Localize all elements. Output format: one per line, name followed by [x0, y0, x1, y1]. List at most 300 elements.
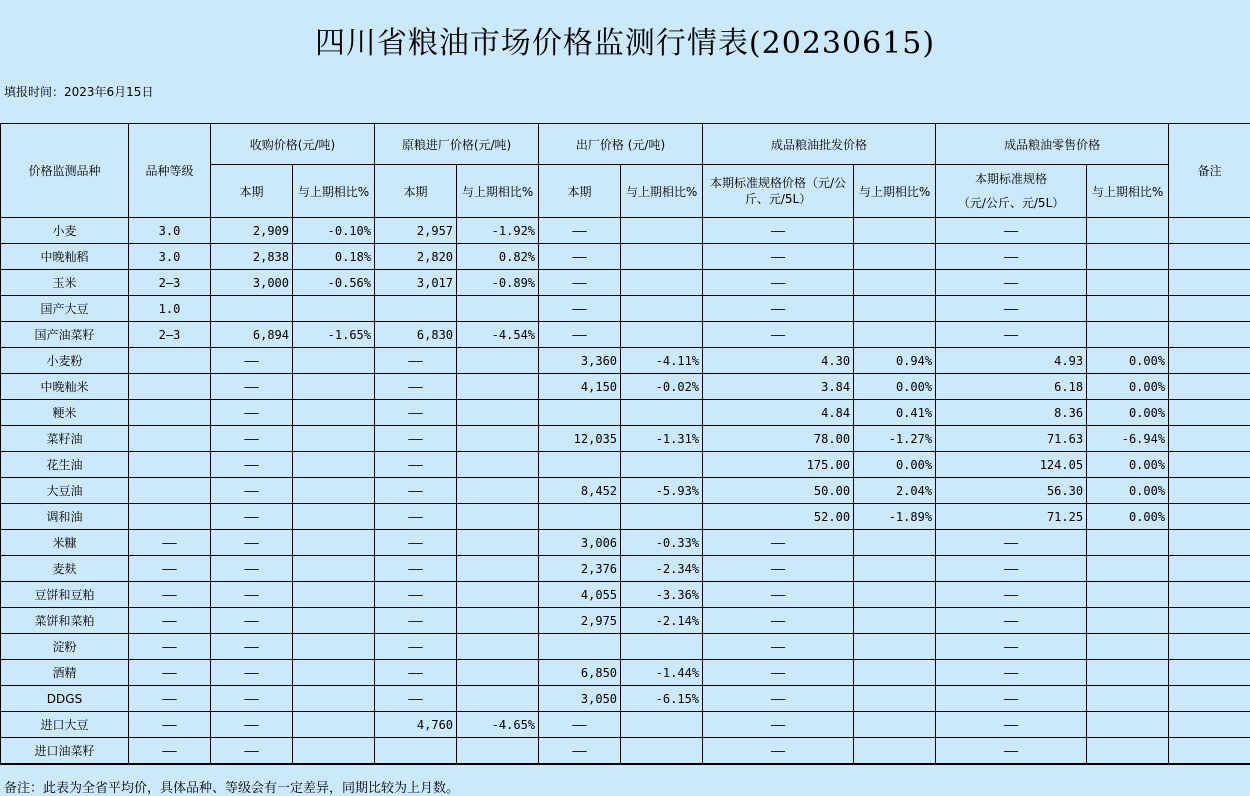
cell-retail-change: 0.00% [1087, 374, 1169, 400]
cell-factory-change: -3.36% [621, 582, 703, 608]
cell-remark [1169, 244, 1250, 270]
cell-arrival-change [457, 530, 539, 556]
cell-retail-current: 71.25 [936, 504, 1087, 530]
cell-factory-current: 3,006 [539, 530, 621, 556]
table-row [1, 270, 1250, 296]
cell-wholesale-change [854, 556, 936, 582]
cell-factory-change: -4.11% [621, 348, 703, 374]
header-current: 本期 [375, 165, 457, 218]
cell-factory-current: 12,035 [539, 426, 621, 452]
cell-grade: —— [129, 634, 211, 660]
table-row [1, 452, 1250, 478]
cell-purchase-current: —— [211, 556, 293, 582]
footnote: 备注：此表为全省平均价，具体品种、等级会有一定差异，同期比较为上月数。 [4, 777, 459, 796]
cell-product-name: 粳米 [1, 400, 129, 426]
header-wholesale-current: 本期标准规格价格（元/公斤、元/5L） [703, 165, 854, 218]
cell-wholesale-current: —— [703, 218, 854, 244]
cell-remark [1169, 608, 1250, 634]
cell-factory-change [621, 400, 703, 426]
cell-grade: 3.0 [129, 244, 211, 270]
cell-grade: —— [129, 582, 211, 608]
cell-retail-current: —— [936, 738, 1087, 765]
header-grade: 品种等级 [129, 124, 211, 218]
cell-factory-current: —— [539, 218, 621, 244]
cell-remark [1169, 686, 1250, 712]
cell-purchase-change [293, 582, 375, 608]
cell-arrival-current: 6,830 [375, 322, 457, 348]
cell-purchase-current: —— [211, 712, 293, 738]
cell-retail-current: —— [936, 660, 1087, 686]
cell-retail-change [1087, 660, 1169, 686]
cell-wholesale-current: —— [703, 270, 854, 296]
cell-purchase-current: 3,000 [211, 270, 293, 296]
cell-retail-current: —— [936, 244, 1087, 270]
cell-factory-change [621, 270, 703, 296]
table-body [1, 218, 1250, 765]
header-remark: 备注 [1169, 124, 1250, 218]
cell-retail-current: —— [936, 530, 1087, 556]
table-row [1, 374, 1250, 400]
cell-remark [1169, 478, 1250, 504]
cell-grade: —— [129, 608, 211, 634]
cell-grade: —— [129, 712, 211, 738]
cell-factory-current: —— [539, 244, 621, 270]
cell-factory-current [539, 634, 621, 660]
cell-wholesale-current: —— [703, 296, 854, 322]
cell-factory-change: -1.44% [621, 660, 703, 686]
cell-retail-change [1087, 218, 1169, 244]
cell-factory-change [621, 244, 703, 270]
cell-arrival-current: —— [375, 504, 457, 530]
cell-retail-current: 4.93 [936, 348, 1087, 374]
cell-factory-change [621, 634, 703, 660]
cell-arrival-current [375, 296, 457, 322]
cell-purchase-current [211, 296, 293, 322]
table-row [1, 296, 1250, 322]
table-row [1, 738, 1250, 765]
cell-remark [1169, 322, 1250, 348]
table-row [1, 712, 1250, 738]
cell-remark [1169, 582, 1250, 608]
cell-factory-change: -2.34% [621, 556, 703, 582]
cell-retail-current: 6.18 [936, 374, 1087, 400]
cell-wholesale-current: 3.84 [703, 374, 854, 400]
table-row [1, 608, 1250, 634]
cell-product-name: 中晚籼米 [1, 374, 129, 400]
cell-purchase-current: —— [211, 660, 293, 686]
cell-product-name: 菜籽油 [1, 426, 129, 452]
header-change: 与上期相比% [457, 165, 539, 218]
cell-retail-current: 8.36 [936, 400, 1087, 426]
cell-remark [1169, 426, 1250, 452]
cell-purchase-change [293, 452, 375, 478]
cell-factory-current: 3,050 [539, 686, 621, 712]
cell-factory-current: —— [539, 296, 621, 322]
cell-arrival-change [457, 660, 539, 686]
cell-wholesale-change [854, 634, 936, 660]
cell-retail-change [1087, 738, 1169, 765]
cell-arrival-change [457, 686, 539, 712]
cell-remark [1169, 218, 1250, 244]
cell-arrival-change [457, 374, 539, 400]
cell-wholesale-current: 4.84 [703, 400, 854, 426]
cell-grade [129, 348, 211, 374]
cell-factory-current: 2,975 [539, 608, 621, 634]
cell-purchase-change [293, 634, 375, 660]
cell-purchase-change: -1.65% [293, 322, 375, 348]
cell-remark [1169, 452, 1250, 478]
cell-arrival-change [457, 582, 539, 608]
cell-purchase-change [293, 712, 375, 738]
cell-wholesale-current: —— [703, 530, 854, 556]
cell-retail-current: —— [936, 270, 1087, 296]
cell-grade [129, 400, 211, 426]
header-retail-current [936, 165, 1087, 218]
cell-wholesale-current: —— [703, 712, 854, 738]
cell-arrival-change: -4.65% [457, 712, 539, 738]
cell-arrival-change [457, 348, 539, 374]
cell-retail-change [1087, 270, 1169, 296]
cell-wholesale-current: 78.00 [703, 426, 854, 452]
cell-retail-current: —— [936, 634, 1087, 660]
table-row [1, 556, 1250, 582]
cell-wholesale-change [854, 608, 936, 634]
header-row-1 [1, 124, 1250, 165]
cell-factory-change: -5.93% [621, 478, 703, 504]
header-retail-current-line2: （元/公斤、元/5L） [939, 195, 1083, 211]
cell-wholesale-change [854, 270, 936, 296]
cell-factory-current: 6,850 [539, 660, 621, 686]
header-change: 与上期相比% [1087, 165, 1169, 218]
cell-remark [1169, 270, 1250, 296]
cell-factory-current: —— [539, 712, 621, 738]
cell-arrival-change: -4.54% [457, 322, 539, 348]
cell-retail-change [1087, 244, 1169, 270]
cell-product-name: 花生油 [1, 452, 129, 478]
cell-remark [1169, 348, 1250, 374]
cell-wholesale-change [854, 686, 936, 712]
cell-factory-current [539, 452, 621, 478]
cell-wholesale-current: 50.00 [703, 478, 854, 504]
cell-purchase-change [293, 374, 375, 400]
cell-purchase-change [293, 504, 375, 530]
cell-purchase-current: 2,838 [211, 244, 293, 270]
cell-remark [1169, 296, 1250, 322]
cell-wholesale-change [854, 530, 936, 556]
cell-wholesale-current: —— [703, 634, 854, 660]
cell-remark [1169, 738, 1250, 765]
cell-retail-change: 0.00% [1087, 452, 1169, 478]
cell-wholesale-change: 2.04% [854, 478, 936, 504]
cell-arrival-current [375, 738, 457, 765]
cell-remark [1169, 712, 1250, 738]
cell-purchase-change: 0.18% [293, 244, 375, 270]
cell-arrival-current: —— [375, 660, 457, 686]
cell-purchase-current: —— [211, 426, 293, 452]
cell-product-name: 菜饼和菜粕 [1, 608, 129, 634]
cell-factory-change [621, 218, 703, 244]
cell-retail-current: —— [936, 686, 1087, 712]
cell-arrival-change [457, 478, 539, 504]
cell-grade [129, 374, 211, 400]
cell-wholesale-change [854, 712, 936, 738]
cell-factory-change [621, 452, 703, 478]
cell-purchase-current: —— [211, 374, 293, 400]
cell-product-name: 小麦 [1, 218, 129, 244]
cell-arrival-current: 2,957 [375, 218, 457, 244]
table-row [1, 244, 1250, 270]
cell-wholesale-change [854, 582, 936, 608]
cell-retail-change: 0.00% [1087, 348, 1169, 374]
cell-arrival-current: —— [375, 400, 457, 426]
cell-arrival-current: —— [375, 348, 457, 374]
header-current: 本期 [211, 165, 293, 218]
cell-factory-change: -0.02% [621, 374, 703, 400]
cell-factory-current: —— [539, 322, 621, 348]
header-change: 与上期相比% [854, 165, 936, 218]
cell-purchase-current: —— [211, 738, 293, 765]
cell-purchase-current: —— [211, 686, 293, 712]
cell-purchase-current: —— [211, 400, 293, 426]
cell-retail-change [1087, 322, 1169, 348]
table-row [1, 400, 1250, 426]
cell-arrival-change [457, 634, 539, 660]
cell-purchase-change [293, 478, 375, 504]
cell-retail-current: 56.30 [936, 478, 1087, 504]
cell-purchase-change: -0.10% [293, 218, 375, 244]
cell-wholesale-current: —— [703, 322, 854, 348]
cell-factory-change [621, 296, 703, 322]
cell-remark [1169, 504, 1250, 530]
cell-arrival-change [457, 426, 539, 452]
cell-purchase-change [293, 686, 375, 712]
cell-arrival-current: —— [375, 608, 457, 634]
cell-remark [1169, 634, 1250, 660]
cell-retail-change: -6.94% [1087, 426, 1169, 452]
cell-purchase-current: —— [211, 478, 293, 504]
header-factory: 出厂价格 (元/吨) [539, 124, 703, 165]
cell-arrival-change [457, 556, 539, 582]
header-current: 本期 [539, 165, 621, 218]
cell-wholesale-current: —— [703, 608, 854, 634]
cell-grade [129, 426, 211, 452]
cell-wholesale-change [854, 244, 936, 270]
cell-retail-current: 71.63 [936, 426, 1087, 452]
cell-factory-change: -1.31% [621, 426, 703, 452]
cell-remark [1169, 400, 1250, 426]
cell-retail-change [1087, 556, 1169, 582]
table-row [1, 582, 1250, 608]
cell-wholesale-current: —— [703, 686, 854, 712]
cell-arrival-change: 0.82% [457, 244, 539, 270]
cell-product-name: 小麦粉 [1, 348, 129, 374]
header-retail: 成品粮油零售价格 [936, 124, 1169, 165]
cell-arrival-change: -1.92% [457, 218, 539, 244]
cell-retail-change [1087, 608, 1169, 634]
cell-wholesale-change [854, 218, 936, 244]
cell-wholesale-change [854, 738, 936, 765]
cell-wholesale-change [854, 660, 936, 686]
cell-arrival-current: —— [375, 556, 457, 582]
cell-product-name: 麦麸 [1, 556, 129, 582]
cell-wholesale-current: —— [703, 582, 854, 608]
cell-purchase-change: -0.56% [293, 270, 375, 296]
cell-retail-current: 124.05 [936, 452, 1087, 478]
cell-product-name: 中晚籼稻 [1, 244, 129, 270]
cell-wholesale-change: -1.89% [854, 504, 936, 530]
cell-wholesale-current: 175.00 [703, 452, 854, 478]
cell-product-name: 豆饼和豆粕 [1, 582, 129, 608]
cell-wholesale-change: 0.41% [854, 400, 936, 426]
cell-wholesale-change: 0.00% [854, 452, 936, 478]
cell-retail-change [1087, 712, 1169, 738]
cell-arrival-current: —— [375, 452, 457, 478]
cell-factory-current: 8,452 [539, 478, 621, 504]
cell-product-name: 进口油菜籽 [1, 738, 129, 765]
cell-arrival-current: —— [375, 426, 457, 452]
table-row [1, 504, 1250, 530]
cell-purchase-change [293, 348, 375, 374]
cell-product-name: 国产油菜籽 [1, 322, 129, 348]
cell-wholesale-current: 4.30 [703, 348, 854, 374]
table-row [1, 530, 1250, 556]
cell-purchase-current: —— [211, 530, 293, 556]
table-row [1, 686, 1250, 712]
fill-date: 填报时间：2023年6月15日 [4, 83, 153, 100]
header-retail-current-line1: 本期标准规格 [939, 171, 1083, 187]
cell-remark [1169, 530, 1250, 556]
cell-retail-change [1087, 582, 1169, 608]
cell-purchase-change [293, 738, 375, 765]
cell-arrival-current: 3,017 [375, 270, 457, 296]
cell-arrival-current: —— [375, 374, 457, 400]
table-row [1, 322, 1250, 348]
cell-arrival-current: —— [375, 634, 457, 660]
cell-grade: 3.0 [129, 218, 211, 244]
cell-grade: —— [129, 556, 211, 582]
cell-arrival-current: —— [375, 530, 457, 556]
cell-purchase-current: 6,894 [211, 322, 293, 348]
cell-factory-current: 4,055 [539, 582, 621, 608]
cell-factory-current: —— [539, 270, 621, 296]
cell-wholesale-current: —— [703, 556, 854, 582]
cell-purchase-change [293, 660, 375, 686]
cell-arrival-change: -0.89% [457, 270, 539, 296]
cell-arrival-change [457, 738, 539, 765]
cell-wholesale-change: 0.94% [854, 348, 936, 374]
cell-product-name: 调和油 [1, 504, 129, 530]
cell-factory-change: -2.14% [621, 608, 703, 634]
cell-purchase-current: 2,909 [211, 218, 293, 244]
cell-grade: 1.0 [129, 296, 211, 322]
table-row [1, 634, 1250, 660]
cell-product-name: 玉米 [1, 270, 129, 296]
cell-purchase-current: —— [211, 634, 293, 660]
cell-grade: 2—3 [129, 322, 211, 348]
table-row [1, 218, 1250, 244]
cell-purchase-change [293, 530, 375, 556]
cell-factory-change [621, 322, 703, 348]
header-change: 与上期相比% [621, 165, 703, 218]
cell-purchase-current: —— [211, 452, 293, 478]
cell-purchase-current: —— [211, 582, 293, 608]
cell-retail-current: —— [936, 608, 1087, 634]
cell-factory-change: -6.15% [621, 686, 703, 712]
cell-grade: 2—3 [129, 270, 211, 296]
cell-retail-change: 0.00% [1087, 504, 1169, 530]
cell-wholesale-current: —— [703, 244, 854, 270]
cell-grade: —— [129, 738, 211, 765]
cell-wholesale-change: -1.27% [854, 426, 936, 452]
cell-purchase-change [293, 608, 375, 634]
cell-purchase-current: —— [211, 504, 293, 530]
cell-retail-current: —— [936, 582, 1087, 608]
cell-wholesale-current: —— [703, 660, 854, 686]
cell-retail-current: —— [936, 218, 1087, 244]
cell-remark [1169, 660, 1250, 686]
header-purchase: 收购价格(元/吨) [211, 124, 375, 165]
cell-product-name: 淀粉 [1, 634, 129, 660]
cell-wholesale-current: —— [703, 738, 854, 765]
cell-purchase-current: —— [211, 348, 293, 374]
cell-arrival-change [457, 296, 539, 322]
cell-product-name: 进口大豆 [1, 712, 129, 738]
cell-remark [1169, 556, 1250, 582]
cell-factory-current: 4,150 [539, 374, 621, 400]
cell-wholesale-current: 52.00 [703, 504, 854, 530]
cell-arrival-current: —— [375, 686, 457, 712]
cell-arrival-change [457, 504, 539, 530]
cell-retail-change [1087, 686, 1169, 712]
cell-retail-current: —— [936, 322, 1087, 348]
cell-factory-change: -0.33% [621, 530, 703, 556]
cell-wholesale-change [854, 296, 936, 322]
price-table [0, 123, 1250, 765]
cell-factory-change [621, 738, 703, 765]
header-product: 价格监测品种 [1, 124, 129, 218]
cell-retail-change: 0.00% [1087, 478, 1169, 504]
cell-retail-change [1087, 634, 1169, 660]
cell-grade [129, 478, 211, 504]
cell-product-name: 国产大豆 [1, 296, 129, 322]
cell-factory-current: 3,360 [539, 348, 621, 374]
cell-arrival-current: 4,760 [375, 712, 457, 738]
cell-grade: —— [129, 530, 211, 556]
page-title: 四川省粮油市场价格监测行情表(20230615) [0, 18, 1250, 62]
cell-factory-current [539, 504, 621, 530]
cell-factory-current: 2,376 [539, 556, 621, 582]
cell-arrival-current: 2,820 [375, 244, 457, 270]
cell-retail-change: 0.00% [1087, 400, 1169, 426]
cell-retail-current: —— [936, 556, 1087, 582]
cell-wholesale-change [854, 322, 936, 348]
cell-purchase-current: —— [211, 608, 293, 634]
cell-product-name: 大豆油 [1, 478, 129, 504]
cell-factory-change [621, 504, 703, 530]
cell-retail-current: —— [936, 712, 1087, 738]
table-row [1, 478, 1250, 504]
cell-grade: —— [129, 686, 211, 712]
header-arrival: 原粮进厂价格(元/吨) [375, 124, 539, 165]
cell-purchase-change [293, 556, 375, 582]
table-row [1, 348, 1250, 374]
cell-arrival-change [457, 608, 539, 634]
cell-arrival-change [457, 400, 539, 426]
cell-purchase-change [293, 426, 375, 452]
table-row [1, 426, 1250, 452]
cell-factory-current [539, 400, 621, 426]
cell-grade [129, 452, 211, 478]
